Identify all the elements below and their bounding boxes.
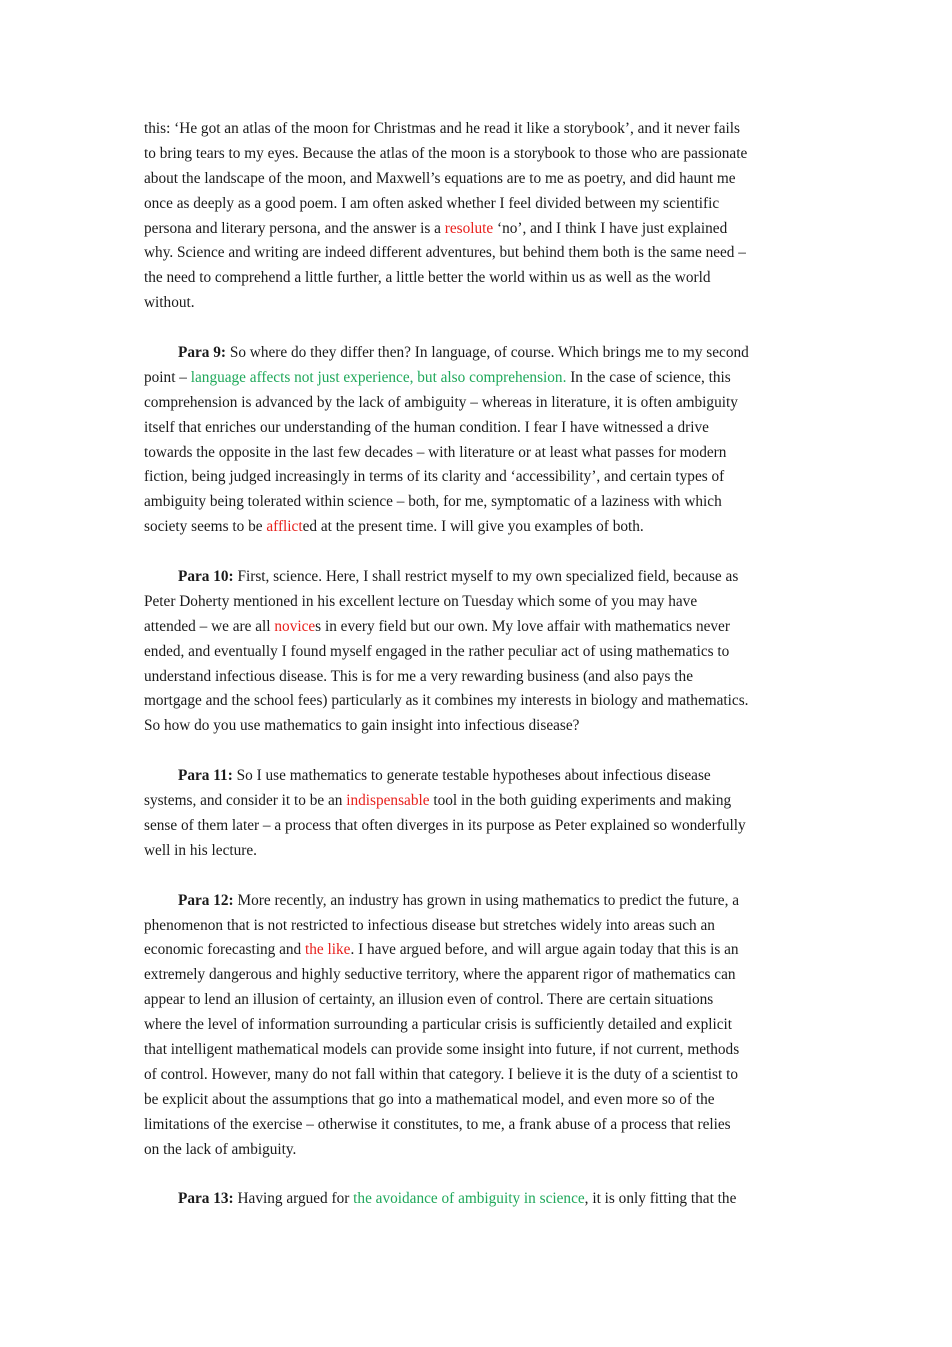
text-line: comprehension is advanced by the lack of ambiguity – whereas in literature, it is often ambiguity bbox=[144, 393, 738, 411]
text-span: More recently, an industry has grown in using mathematics to predict the future, a bbox=[233, 891, 740, 909]
highlighted-word-resolute: resolute bbox=[444, 219, 494, 237]
text-line: So how do you use mathematics to gain insight into infectious disease? bbox=[144, 717, 580, 735]
text-line: mortgage and the school fees) particularly as it combines my interests in biology and mathematics. bbox=[144, 692, 749, 710]
text-line bbox=[144, 366, 812, 391]
text-span: So I use mathematics to generate testable hypotheses about infectious disease bbox=[232, 767, 711, 785]
text-span: society seems to be bbox=[144, 518, 267, 536]
text-line: this: ‘He got an atlas of the moon for Christmas and he read it like a storybook’, and it never fails bbox=[144, 120, 741, 137]
text-line: to bring tears to my eyes. Because the atlas of the moon is a storybook to those who are passionate bbox=[144, 144, 748, 162]
text-span: systems, and consider it to be an bbox=[144, 792, 347, 810]
text-line bbox=[144, 789, 812, 814]
text-line: about the landscape of the moon, and Maxwell’s equations are to me as poetry, and did haunt me bbox=[144, 169, 736, 187]
text-line: where the level of information surrounding a particular crisis is sufficiently detailed and explicit bbox=[144, 1016, 733, 1034]
text-line: ambiguity being tolerated within science – both, for me, symptomatic of a laziness with which bbox=[144, 493, 722, 511]
text-span: First, science. Here, I shall restrict myself to my own specialized field, because as bbox=[233, 568, 739, 586]
text-span: Having argued for bbox=[233, 1190, 354, 1208]
highlighted-phrase-comprehension: language affects not just experience, but also comprehension. bbox=[190, 368, 567, 386]
text-line: once as deeply as a good poem. I am often asked whether I feel divided between my scientific bbox=[144, 194, 720, 212]
paragraph-continuation bbox=[144, 117, 812, 316]
text-line bbox=[144, 565, 812, 590]
text-line: Peter Doherty mentioned in his excellent lecture on Tuesday which some of you may have bbox=[144, 592, 698, 610]
highlighted-phrase-avoidance: the avoidance of ambiguity in science bbox=[353, 1190, 585, 1208]
text-line bbox=[144, 615, 812, 640]
text-span: In the case of science, this bbox=[566, 368, 731, 386]
text-line bbox=[144, 341, 812, 366]
text-line: towards the opposite in the last few decades – with literature or at least what passes for modern bbox=[144, 443, 727, 461]
text-line bbox=[144, 515, 812, 540]
paragraph-gap bbox=[144, 864, 812, 889]
text-line: ended, and eventually I found myself engaged in the rather peculiar act of using mathematics to bbox=[144, 642, 730, 660]
text-line: be explicit about the assumptions that go into a mathematical model, and even more so of the bbox=[144, 1090, 715, 1108]
text-span: , it is only fitting that the bbox=[584, 1190, 737, 1208]
text-line: the need to comprehend a little further, a little better the world within us as well as the world bbox=[144, 269, 711, 287]
paragraph-label: Para 13: bbox=[178, 1190, 234, 1208]
text-span: So where do they differ then? In language, of course. Which brings me to my second bbox=[226, 344, 749, 362]
paragraph-9 bbox=[144, 341, 812, 540]
paragraph-gap bbox=[144, 316, 812, 341]
text-line bbox=[144, 764, 812, 789]
text-line: on the lack of ambiguity. bbox=[144, 1140, 297, 1158]
text-span: ‘no’, and I think I have just explained bbox=[493, 219, 728, 237]
paragraph-gap bbox=[144, 540, 812, 565]
text-line: without. bbox=[144, 294, 195, 312]
paragraph-label: Para 12: bbox=[178, 891, 234, 909]
text-span: economic forecasting and bbox=[144, 941, 305, 959]
text-line: why. Science and writing are indeed different adventures, but behind them both is the same need – bbox=[144, 244, 746, 262]
document-page bbox=[144, 117, 812, 1212]
paragraph-gap bbox=[144, 1162, 812, 1187]
text-line: understand infectious disease. This is for me a very rewarding business (and also pays the bbox=[144, 667, 693, 685]
text-line bbox=[144, 938, 812, 963]
paragraph-label: Para 11: bbox=[178, 767, 233, 785]
text-span: tool in the both guiding experiments and making bbox=[429, 792, 732, 810]
text-span: attended – we are all bbox=[144, 617, 275, 635]
paragraph-11 bbox=[144, 764, 812, 864]
paragraph-12 bbox=[144, 889, 812, 1163]
text-span: ed at the present time. I will give you examples of both. bbox=[302, 518, 644, 536]
text-line bbox=[144, 889, 812, 914]
highlighted-word-indispensable: indispensable bbox=[346, 792, 430, 810]
paragraph-13 bbox=[144, 1187, 812, 1212]
text-line: sense of them later – a process that often diverges in its purpose as Peter explained so wonderfully bbox=[144, 816, 746, 834]
text-line: fiction, being judged increasingly in terms of its clarity and ‘accessibility’, and certain types of bbox=[144, 468, 725, 486]
text-line: well in his lecture. bbox=[144, 841, 257, 859]
text-span: point – bbox=[144, 368, 191, 386]
paragraph-label: Para 9: bbox=[178, 344, 226, 362]
text-line: limitations of the exercise – otherwise it constitutes, to me, a frank abuse of a process that relies bbox=[144, 1115, 731, 1133]
paragraph-gap bbox=[144, 739, 812, 764]
paragraph-label: Para 10: bbox=[178, 568, 234, 586]
text-line: of control. However, many do not fall within that category. I believe it is the duty of a scientist to bbox=[144, 1065, 738, 1083]
text-line: appear to lend an illusion of certainty, an illusion even of control. There are certain situations bbox=[144, 991, 714, 1009]
paragraph-10 bbox=[144, 565, 812, 739]
text-line: that intelligent mathematical models can provide some insight into future, if not current, methods bbox=[144, 1040, 740, 1058]
highlighted-word-afflict: afflict bbox=[266, 518, 303, 536]
highlighted-phrase-the-like: the like bbox=[304, 941, 351, 959]
text-span: . I have argued before, and will argue again today that this is an bbox=[350, 941, 739, 959]
text-span: persona and literary persona, and the answer is a bbox=[144, 219, 445, 237]
highlighted-word-novice: novice bbox=[274, 617, 316, 635]
text-line bbox=[144, 217, 812, 242]
text-line: phenomenon that is not restricted to infectious disease but stretches widely into areas such an bbox=[144, 916, 715, 934]
text-line bbox=[144, 1187, 812, 1212]
text-line: extremely dangerous and highly seductive territory, where the apparent rigor of mathematics can bbox=[144, 966, 736, 984]
text-span: s in every field but our own. My love affair with mathematics never bbox=[315, 617, 730, 635]
text-line: itself that enriches our understanding of the human condition. I fear I have witnessed a drive bbox=[144, 418, 709, 436]
